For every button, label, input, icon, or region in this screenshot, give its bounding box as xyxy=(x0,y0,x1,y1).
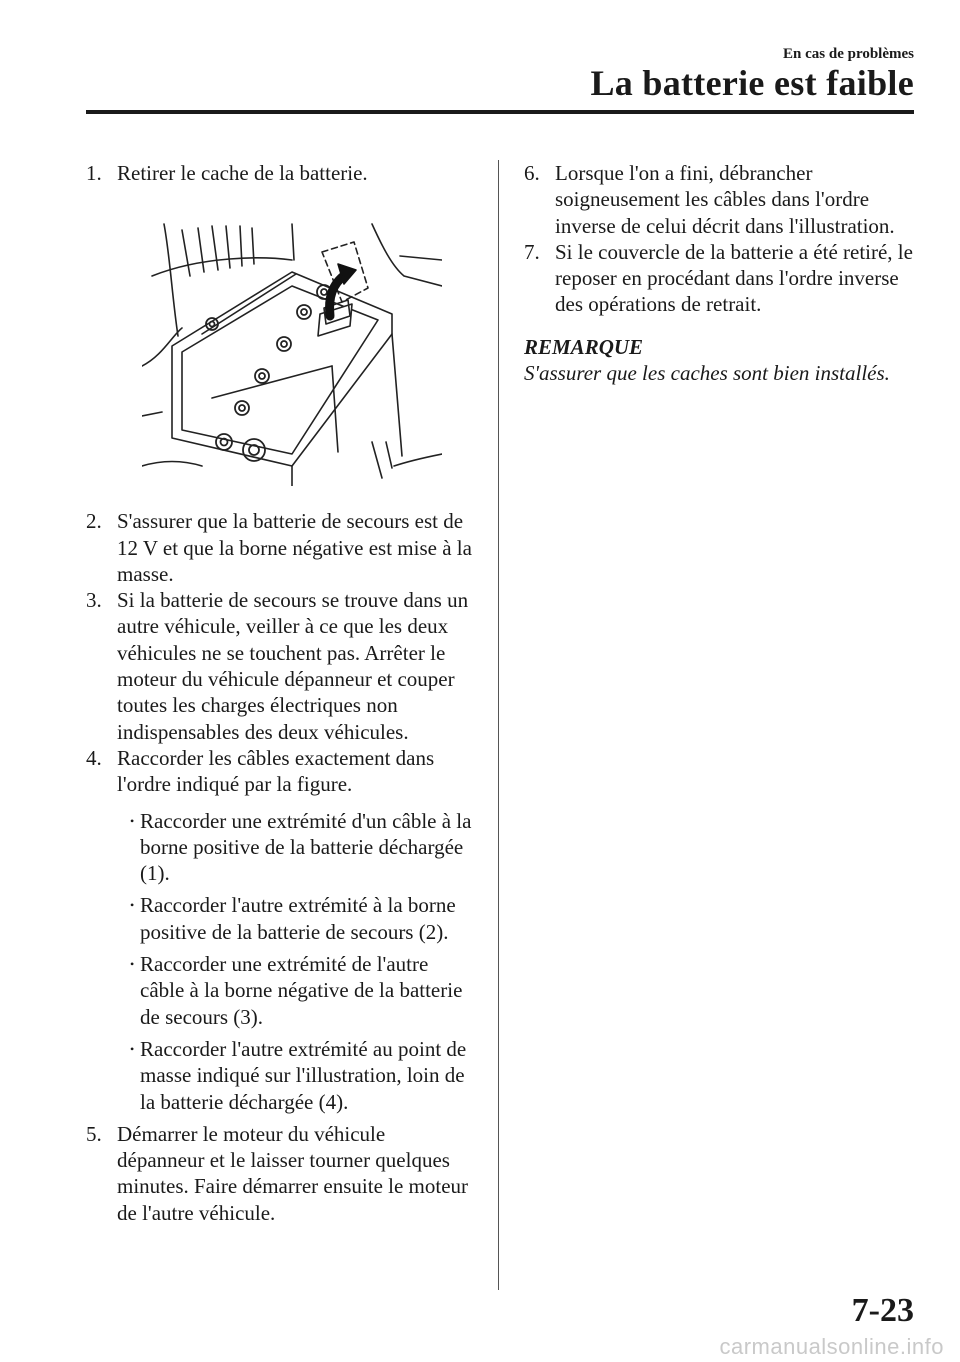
bullet-dot-icon: • xyxy=(130,1041,135,1056)
step-number: 5. xyxy=(86,1121,102,1146)
step-number: 2. xyxy=(86,509,102,534)
step-1 xyxy=(86,160,476,186)
bullet-text: Raccorder l'autre extrémité au point de masse indiqué sur l'illustration, loin de la batterie déchargée (4). xyxy=(140,1036,467,1114)
step-text: S'assurer que la batterie de secours est de 12 V et que la borne négative est mise à la masse. xyxy=(117,509,472,586)
step-6 xyxy=(524,160,914,239)
step-number: 7. xyxy=(524,239,540,264)
step-3 xyxy=(86,587,476,745)
note-text: S'assurer que les caches sont bien installés. xyxy=(524,361,890,386)
note-label: REMARQUE xyxy=(524,334,644,359)
step-text: Retirer le cache de la batterie. xyxy=(117,161,368,185)
bullet-item xyxy=(130,951,476,1030)
page-title: La batterie est faible xyxy=(590,63,914,103)
header-rule xyxy=(86,110,914,114)
bullet-text: Raccorder une extrémité d'un câble à la borne positive de la batterie déchargée (1). xyxy=(140,808,472,886)
step-7 xyxy=(524,239,914,318)
step-number: 4. xyxy=(86,745,102,770)
step-text: Lorsque l'on a fini, débrancher soigneusement les câbles dans l'ordre inverse de celui décrit dans l'illustration. xyxy=(555,161,895,238)
section-title: En cas de problèmes xyxy=(783,46,914,62)
step-2 xyxy=(86,508,476,587)
step-number: 3. xyxy=(86,588,102,613)
footer-watermark: carmanualsonline.info xyxy=(719,1334,944,1359)
right-column xyxy=(524,160,914,386)
bullet-dot-icon: • xyxy=(130,957,135,972)
step-5 xyxy=(86,1121,476,1226)
battery-cover-illustration xyxy=(142,216,442,486)
bullet-item xyxy=(130,1036,476,1115)
step-text: Raccorder les câbles exactement dans l'ordre indiqué par la figure. xyxy=(117,745,435,797)
bullet-dot-icon: • xyxy=(130,898,135,913)
bullet-text: Raccorder une extrémité de l'autre câble à la borne négative de la batterie de secours (3). xyxy=(140,952,463,1029)
step-text: Démarrer le moteur du véhicule dépanneur et le laisser tourner quelques minutes. Faire démarrer ensuite le moteur de l'autre véhicule. xyxy=(117,1121,469,1225)
bullet-item xyxy=(130,892,476,945)
step-text: Si la batterie de secours se trouve dans un autre véhicule, veiller à ce que les deux véhicules ne se touchent pas. Arrêter le moteur du véhicule dépanneur et couper toutes les charges électriques non indispensables des deux véhicules. xyxy=(117,588,469,744)
connection-bullets xyxy=(130,808,476,1115)
step-4 xyxy=(86,745,476,798)
step-number: 1. xyxy=(86,161,102,185)
page-number: 7-23 xyxy=(851,1292,914,1329)
bullet-item xyxy=(130,808,476,887)
left-column xyxy=(86,160,476,1226)
step-text: Si le couvercle de la batterie a été retiré, le reposer en procédant dans l'ordre inverse des opérations de retrait. xyxy=(555,239,913,317)
column-divider xyxy=(498,160,499,1290)
bullet-text: Raccorder l'autre extrémité à la borne positive de la batterie de secours (2). xyxy=(140,893,456,944)
step-number: 6. xyxy=(524,161,540,185)
bullet-dot-icon: • xyxy=(130,813,135,828)
